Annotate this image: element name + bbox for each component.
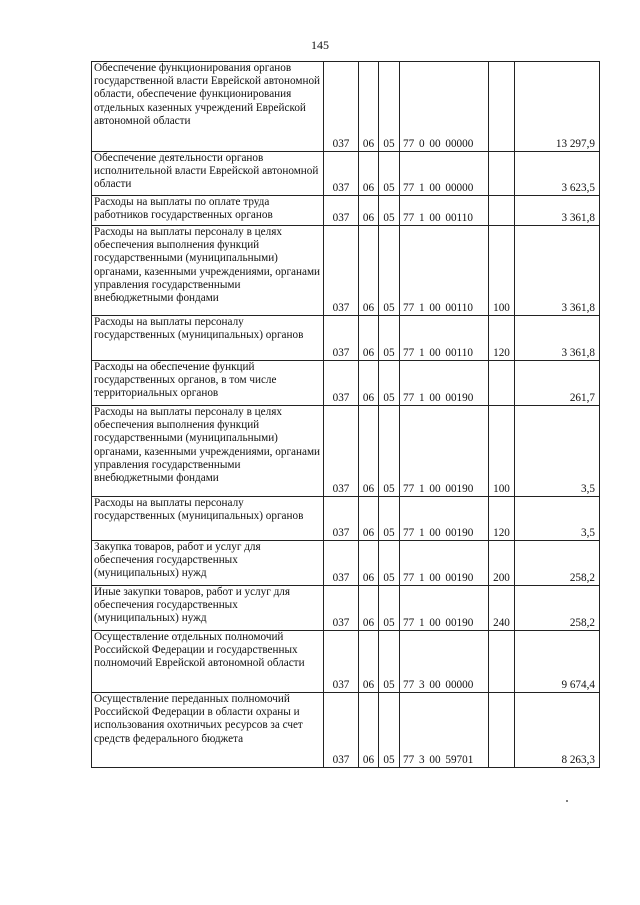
subsection-code: 05 [379,316,400,361]
subsection-code: 05 [379,693,400,768]
program-code: 77 1 00 00190 [400,586,489,631]
amount: 3 361,8 [515,226,600,316]
scan-speck [566,800,568,802]
table-row [92,62,600,152]
subsection-code: 05 [379,586,400,631]
expense-type-code [489,196,515,226]
program-code: 77 1 00 00110 [400,226,489,316]
amount: 13 297,9 [515,62,600,152]
expense-type-code [489,693,515,768]
row-name: Расходы на выплаты персоналу в целях обеспечения выполнения функций государственными (муниципальными) органами, казенными учреждениями, органами управления государственными внебюджетными фондами [92,406,324,497]
section-code: 06 [359,406,379,497]
program-code: 77 3 00 59701 [400,693,489,768]
table-row [92,541,600,586]
subsection-code: 05 [379,497,400,541]
amount: 261,7 [515,361,600,406]
program-code: 77 1 00 00110 [400,316,489,361]
section-code: 06 [359,497,379,541]
ministry-code: 037 [324,152,359,196]
table-row [92,361,600,406]
ministry-code: 037 [324,196,359,226]
budget-table [91,61,600,768]
section-code: 06 [359,541,379,586]
amount: 3 361,8 [515,196,600,226]
table-row [92,586,600,631]
row-name: Обеспечение деятельности органов исполнительной власти Еврейской автономной области [92,152,324,196]
expense-type-code: 200 [489,541,515,586]
program-code: 77 1 00 00190 [400,406,489,497]
section-code: 06 [359,361,379,406]
expense-type-code: 100 [489,406,515,497]
subsection-code: 05 [379,631,400,693]
amount: 3 361,8 [515,316,600,361]
ministry-code: 037 [324,497,359,541]
row-name: Расходы на выплаты по оплате труда работников государственных органов [92,196,324,226]
subsection-code: 05 [379,196,400,226]
ministry-code: 037 [324,586,359,631]
amount: 258,2 [515,541,600,586]
amount: 258,2 [515,586,600,631]
expense-type-code: 240 [489,586,515,631]
program-code: 77 0 00 00000 [400,62,489,152]
section-code: 06 [359,196,379,226]
table-row [92,497,600,541]
table-row [92,316,600,361]
section-code: 06 [359,586,379,631]
ministry-code: 037 [324,406,359,497]
amount: 3,5 [515,497,600,541]
row-name: Осуществление отдельных полномочий Российской Федерации и государственных полномочий Еврейской автономной области [92,631,324,693]
ministry-code: 037 [324,361,359,406]
section-code: 06 [359,62,379,152]
program-code: 77 1 00 00000 [400,152,489,196]
ministry-code: 037 [324,693,359,768]
row-name: Расходы на выплаты персоналу государственных (муниципальных) органов [92,497,324,541]
table-row [92,196,600,226]
ministry-code: 037 [324,631,359,693]
expense-type-code: 120 [489,497,515,541]
ministry-code: 037 [324,316,359,361]
program-code: 77 1 00 00190 [400,361,489,406]
subsection-code: 05 [379,152,400,196]
expense-type-code [489,152,515,196]
program-code: 77 1 00 00190 [400,497,489,541]
expense-type-code [489,361,515,406]
section-code: 06 [359,316,379,361]
amount: 9 674,4 [515,631,600,693]
expense-type-code: 120 [489,316,515,361]
expense-type-code [489,631,515,693]
table-row [92,226,600,316]
row-name: Обеспечение функционирования органов государственной власти Еврейской автономной области, обеспечение функционирования отдельных казенных учреждений Еврейской автономной области [92,62,324,152]
section-code: 06 [359,693,379,768]
row-name: Осуществление переданных полномочий Российской Федерации в области охраны и использования охотничьих ресурсов за счет средств федерального бюджета [92,693,324,768]
table-row [92,152,600,196]
program-code: 77 3 00 00000 [400,631,489,693]
ministry-code: 037 [324,541,359,586]
expense-type-code: 100 [489,226,515,316]
table-row [92,693,600,768]
amount: 3,5 [515,406,600,497]
section-code: 06 [359,631,379,693]
program-code: 77 1 00 00110 [400,196,489,226]
program-code: 77 1 00 00190 [400,541,489,586]
row-name: Расходы на обеспечение функций государственных органов, в том числе территориальных органов [92,361,324,406]
subsection-code: 05 [379,406,400,497]
row-name: Расходы на выплаты персоналу государственных (муниципальных) органов [92,316,324,361]
expense-type-code [489,62,515,152]
ministry-code: 037 [324,62,359,152]
amount: 8 263,3 [515,693,600,768]
amount: 3 623,5 [515,152,600,196]
table-row [92,406,600,497]
row-name: Иные закупки товаров, работ и услуг для обеспечения государственных (муниципальных) нужд [92,586,324,631]
page-number: 145 [311,38,329,52]
ministry-code: 037 [324,226,359,316]
row-name: Расходы на выплаты персоналу в целях обеспечения выполнения функций государственными (муниципальными) органами, казенными учреждениями, органами управления государственными внебюджетными фондами [92,226,324,316]
subsection-code: 05 [379,62,400,152]
section-code: 06 [359,226,379,316]
table-row [92,631,600,693]
subsection-code: 05 [379,226,400,316]
subsection-code: 05 [379,361,400,406]
subsection-code: 05 [379,541,400,586]
row-name: Закупка товаров, работ и услуг для обеспечения государственных (муниципальных) нужд [92,541,324,586]
section-code: 06 [359,152,379,196]
